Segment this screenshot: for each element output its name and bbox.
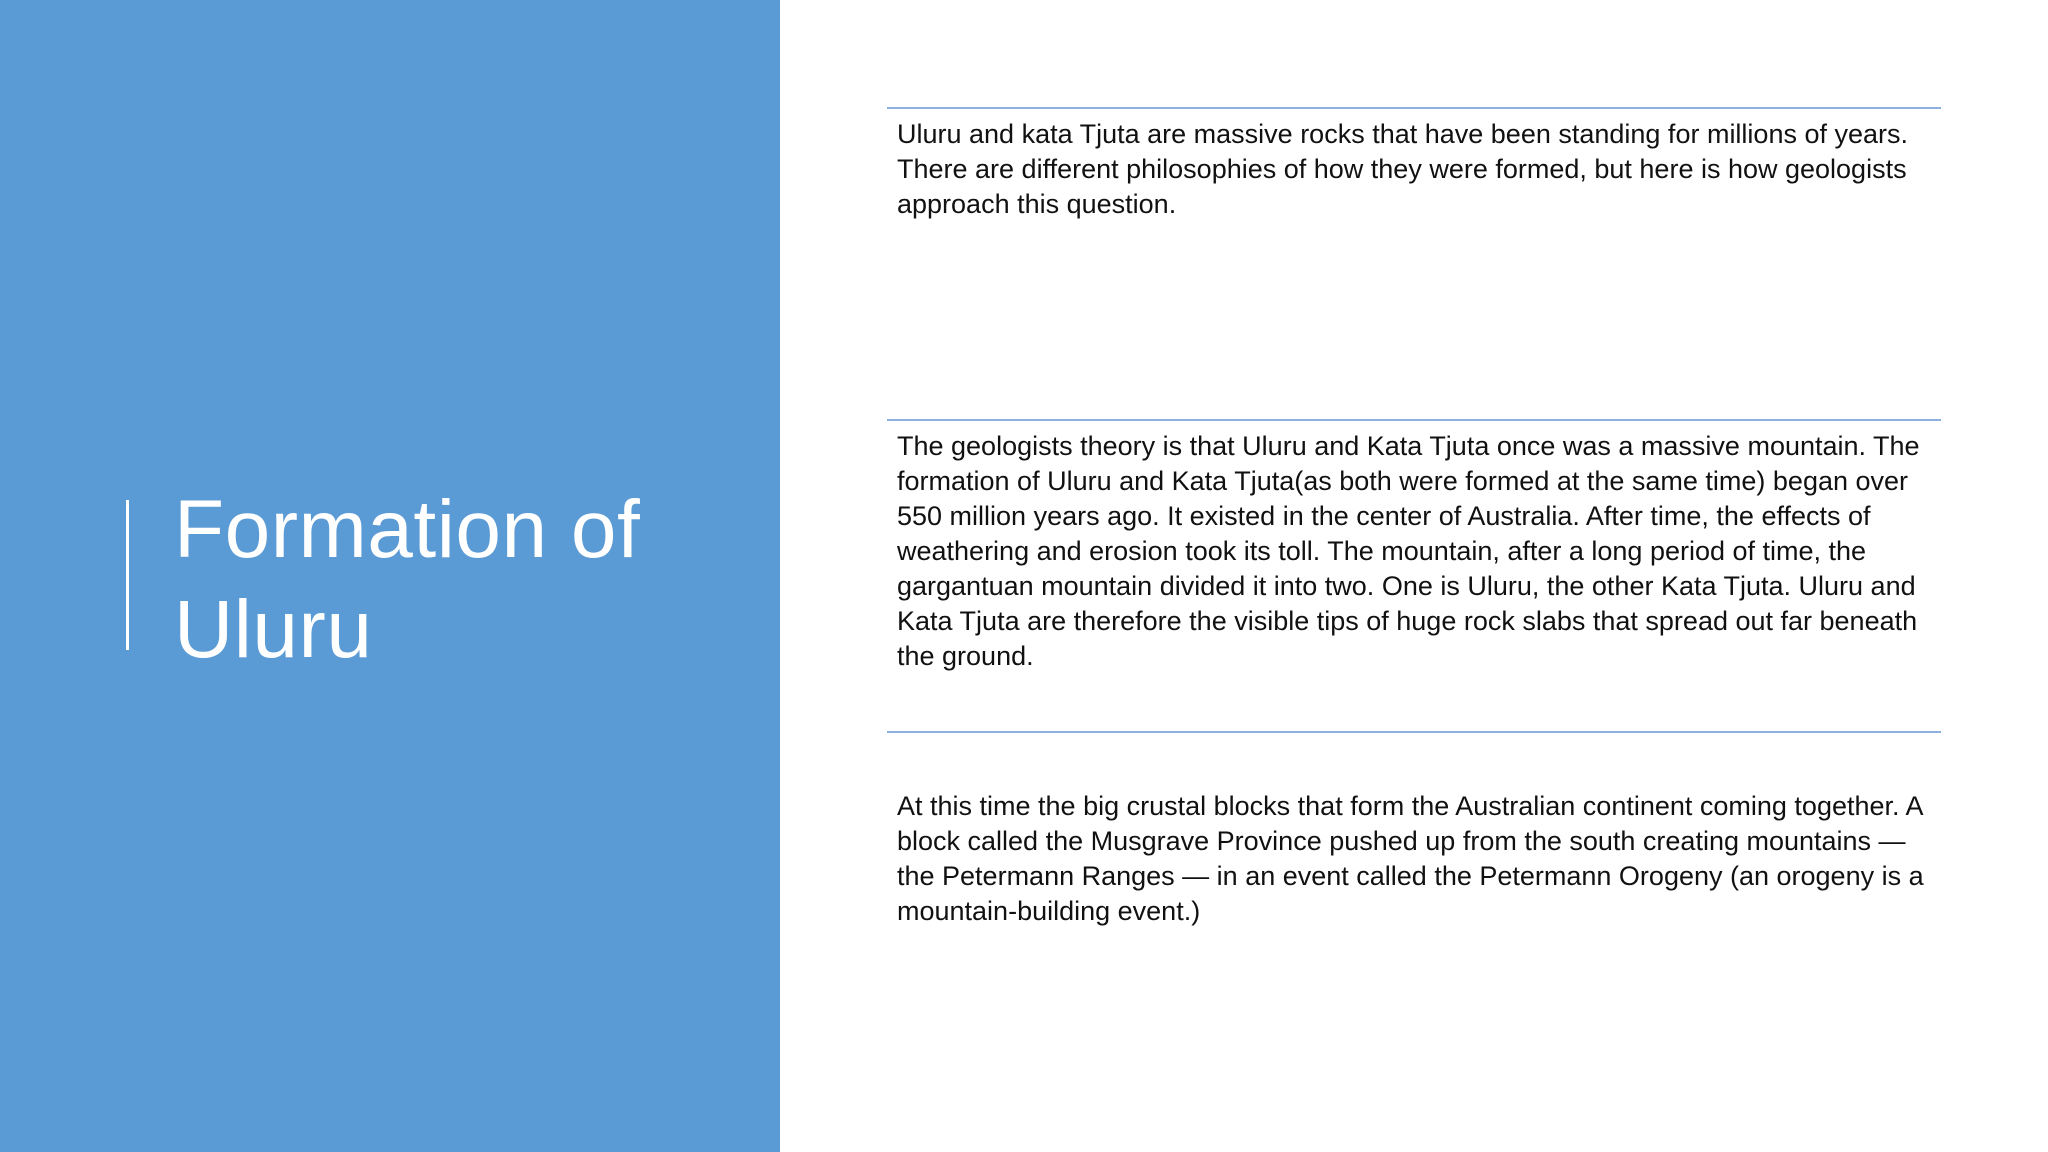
paragraph-intro: Uluru and kata Tjuta are massive rocks that have been standing for millions of years. There are different philosophies of how they were formed, but here is how geologists approach this question. — [897, 119, 1909, 219]
title-accent-bar — [126, 500, 129, 650]
slide-title: Formation of Uluru — [174, 484, 641, 675]
divider-1 — [887, 107, 1941, 109]
title-panel — [0, 0, 780, 1152]
divider-2 — [887, 419, 1941, 421]
paragraph-orogeny: At this time the big crustal blocks that form the Australian continent coming together. A block called the Musgrave Province pushed up from the south creating mountains — the Petermann Ranges — in an event called the Petermann Orogeny (an orogeny is a mountain-building event.) — [897, 791, 1924, 926]
paragraph-theory: The geologists theory is that Uluru and Kata Tjuta once was a massive mountain. The formation of Uluru and Kata Tjuta(as both were formed at the same time) began over 550 million years ago. It existed in the center of Australia. After time, the effects of weathering and erosion took its toll. The mountain, after a long period of time, the gargantuan mountain divided it into two. One is Uluru, the other Kata Tjuta. Uluru and Kata Tjuta are therefore the visible tips of huge rock slabs that spread out far beneath the ground. — [897, 431, 1920, 671]
divider-3 — [887, 731, 1941, 733]
